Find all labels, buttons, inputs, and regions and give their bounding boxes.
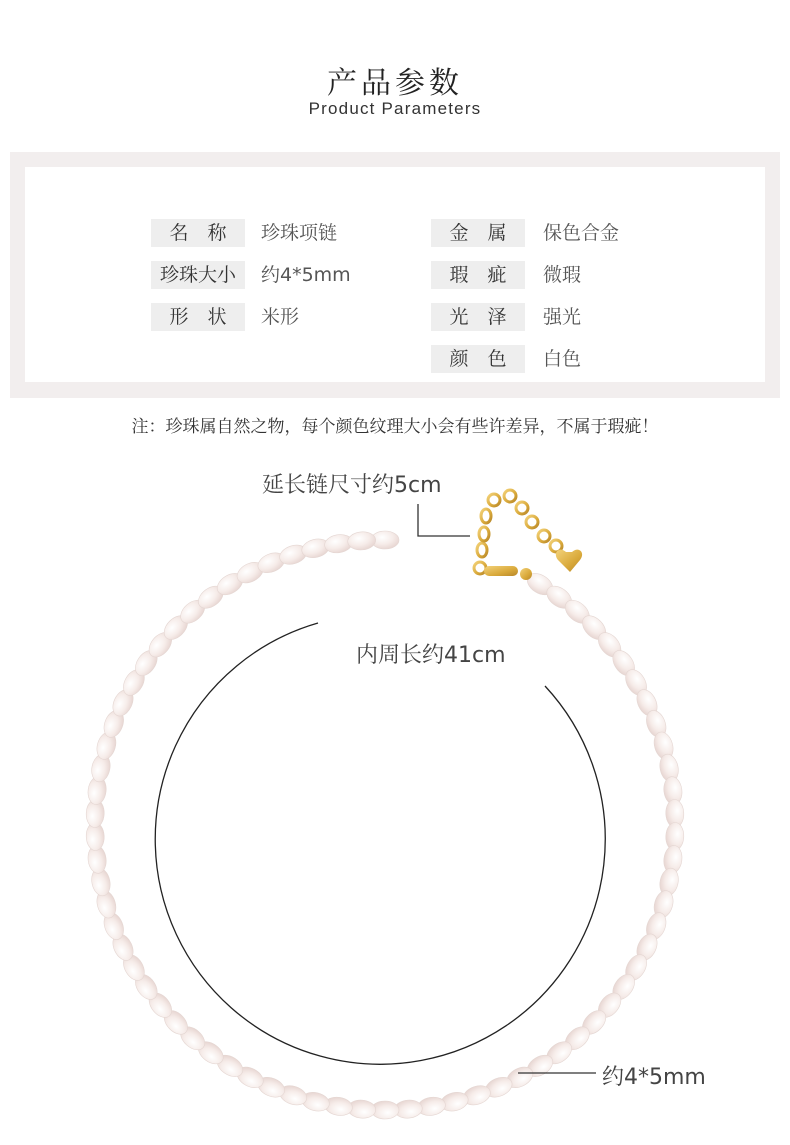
disclaimer-note: 注：珍珠属自然之物，每个颜色纹理大小会有些许差异，不属于瑕疵！ [131, 417, 659, 437]
parameters-table [25, 167, 765, 382]
param-value-color: 白色 [543, 348, 582, 370]
param-value-pearl-size: 约4*5mm [261, 264, 351, 286]
necklace-illustration [0, 450, 790, 1145]
pearl [347, 531, 376, 551]
param-value-name: 珍珠项链 [261, 222, 338, 244]
extension-chain [474, 490, 582, 580]
param-value-luster: 强光 [543, 306, 582, 328]
parameters-panel [10, 152, 780, 398]
extension-length-label: 延长链尺寸约5cm [262, 473, 442, 498]
inner-length-arc [155, 623, 605, 1064]
param-label-luster: 光 泽 [431, 303, 525, 331]
pearl-size-label: 约4*5mm [602, 1065, 706, 1090]
param-value-shape: 米形 [261, 306, 300, 328]
inner-length-label: 内周长约41cm [356, 643, 506, 668]
param-value-flaw: 微瑕 [543, 264, 582, 286]
page-title: 产品参数 [327, 66, 463, 101]
param-label-flaw: 瑕 疵 [431, 261, 525, 289]
param-label-color: 颜 色 [431, 345, 525, 373]
pearl-strand [86, 531, 685, 1119]
param-label-shape: 形 状 [151, 303, 245, 331]
heart-charm-icon [556, 550, 582, 572]
param-label-pearl-size: 珍珠大小 [151, 261, 245, 289]
extension-leader-line [418, 504, 470, 536]
param-label-name: 名 称 [151, 219, 245, 247]
param-value-metal: 保色合金 [543, 222, 620, 244]
param-label-metal: 金 属 [431, 219, 525, 247]
page-subtitle: Product Parameters [308, 99, 482, 118]
